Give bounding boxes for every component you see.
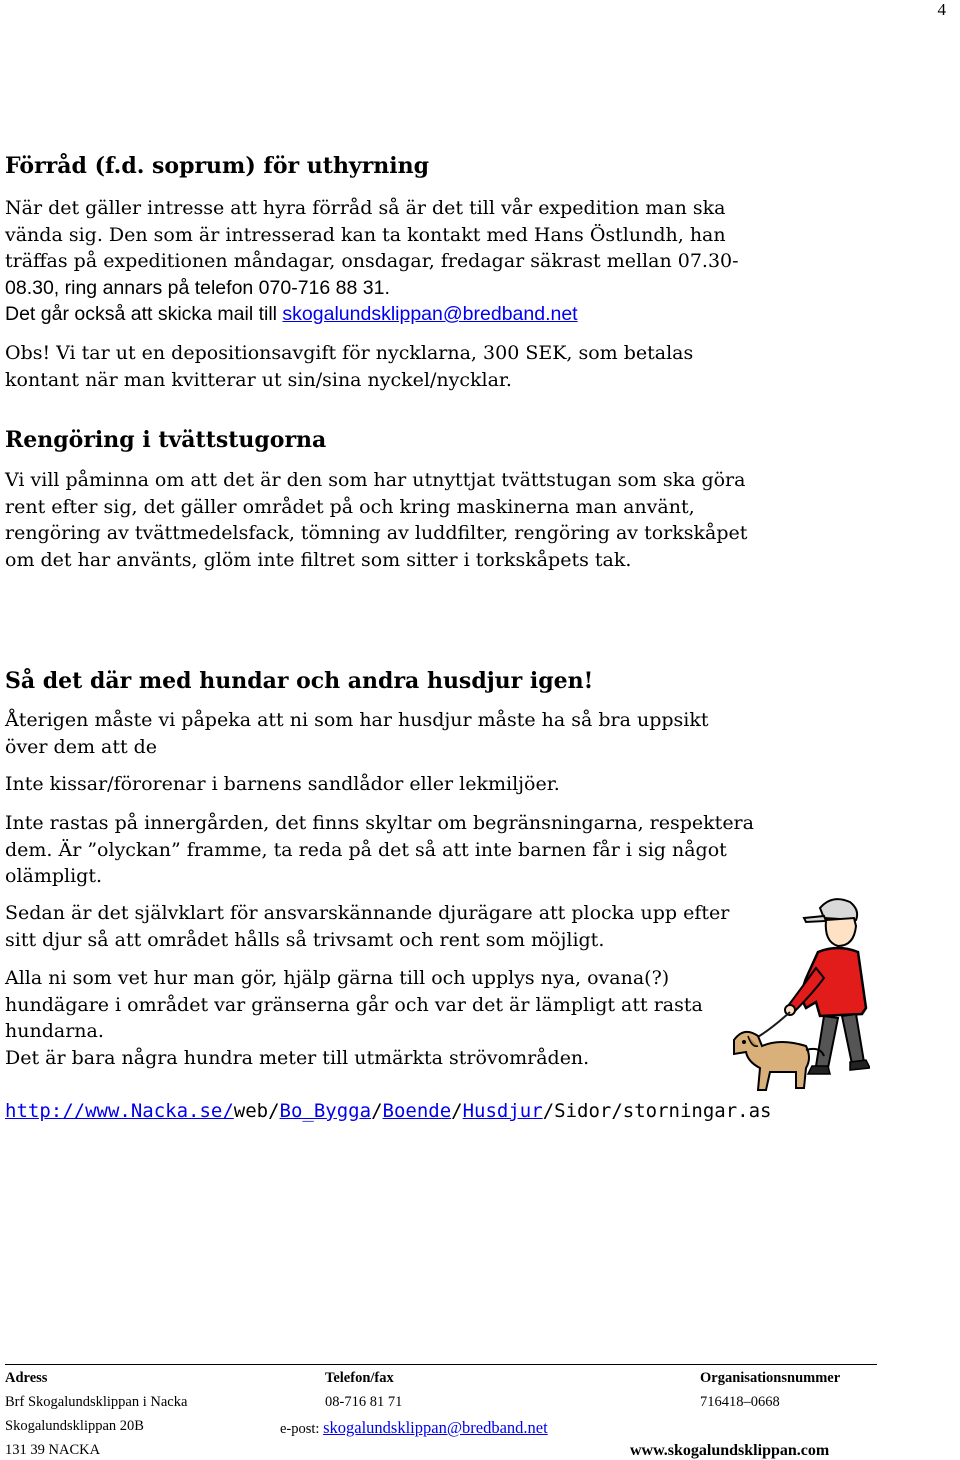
storage-line-2: vända sig. Den som är intresserad kan ta kontakt med Hans Östlundh, han — [5, 223, 726, 246]
pets-p4-line-1: Sedan är det självklart för ansvarskännande djurägare att plocka upp efter — [5, 902, 730, 924]
storage-email-link[interactable]: skogalundsklippan@bredband.net — [282, 303, 578, 325]
footer-address-line-1: Brf Skogalundsklippan i Nacka — [5, 1394, 188, 1410]
pets-paragraph-5 — [5, 965, 703, 1071]
url-link-nacka[interactable]: http://www.Nacka.se/ — [5, 1100, 234, 1122]
laundry-paragraph — [5, 467, 747, 573]
url-link-bo-bygga[interactable]: Bo_Bygga — [279, 1100, 372, 1122]
pets-paragraph-4 — [5, 900, 729, 953]
laundry-line-1: Vi vill påminna om att det är den som har utnyttjat tvättstugan som ska göra — [5, 469, 746, 491]
pets-p6: Det är bara några hundra meter till utmärkta strövområden. — [5, 1046, 590, 1069]
pets-p3-line-1: Inte rastas på innergården, det finns skyltar om begränsningarna, respektera — [5, 812, 754, 834]
laundry-line-3: rengöring av tvättmedelsfack, tömning av luddfilter, rengöring av torkskåpet — [5, 522, 748, 544]
pets-p5-line-2: hundägare i området var gränserna går och var det är lämpligt att rasta — [5, 993, 703, 1016]
pets-p1-line-2: över dem att de — [5, 735, 158, 758]
pets-heading: Så det där med hundar och andra husdjur igen! — [5, 668, 594, 694]
storage-mail-prefix: Det går också att skicka mail till — [5, 303, 283, 325]
pets-p3-line-3: olämpligt. — [5, 865, 103, 887]
url-separator-1: / — [371, 1100, 383, 1122]
storage-line-5 — [5, 301, 739, 328]
footer-orgnr-header: Organisationsnummer — [700, 1370, 841, 1386]
pets-p3-line-2: dem. Är ”olyckan” framme, ta reda på det så att inte barnen får i sig något — [5, 838, 727, 861]
pets-p5-line-3: hundarna. — [5, 1020, 104, 1042]
storage-heading: Förråd (f.d. soprum) för uthyrning — [5, 153, 430, 179]
footer-phone-header: Telefon/fax — [325, 1370, 394, 1386]
laundry-line-2: rent efter sig, det gäller området på och kring maskinerna man använt, — [5, 495, 695, 518]
storage-line-1: När det gäller intresse att hyra förråd så är det till vår expedition man ska — [5, 197, 726, 219]
storage-line-3: träffas på expeditionen måndagar, onsdagar, fredagar säkrast mellan 07.30- — [5, 250, 739, 272]
laundry-heading: Rengöring i tvättstugorna — [5, 427, 327, 453]
page-number: 4 — [937, 0, 946, 19]
footer-address-header: Adress — [5, 1370, 48, 1386]
footer-address-line-3: 131 39 NACKA — [5, 1442, 101, 1458]
footer-orgnr: 716418–0668 — [700, 1394, 780, 1410]
person-walking-dog-icon — [720, 890, 870, 1100]
pets-p4-line-2: sitt djur så att området hålls så trivsamt och rent som möjligt. — [5, 928, 605, 951]
pets-paragraph-3 — [5, 810, 754, 890]
url-link-husdjur[interactable]: Husdjur — [462, 1100, 543, 1122]
nacka-url — [5, 1100, 771, 1122]
footer-address-line-2: Skogalundsklippan 20B — [5, 1418, 144, 1434]
footer-rule — [5, 1364, 877, 1365]
footer-phone: 08-716 81 71 — [325, 1394, 403, 1410]
footer-email-row — [280, 1418, 548, 1438]
footer-website[interactable]: www.skogalundsklippan.com — [630, 1442, 830, 1459]
pets-paragraph-2: Inte kissar/förorenar i barnens sandlådor eller lekmiljöer. — [5, 773, 560, 795]
laundry-line-4: om det har använts, glöm inte filtret som sitter i torkskåpets tak. — [5, 548, 632, 571]
obs-line-1: Obs! Vi tar ut en depositionsavgift för nycklarna, 300 SEK, som betalas — [5, 342, 694, 364]
storage-paragraph — [5, 195, 739, 328]
url-separator-2: / — [451, 1100, 463, 1122]
pets-p1-line-1: Återigen måste vi påpeka att ni som har husdjur måste ha så bra uppsikt — [5, 709, 709, 731]
url-plain-web: web/ — [233, 1100, 280, 1122]
storage-line-4: 08.30, ring annars på telefon 070-716 88 31. — [5, 276, 390, 299]
url-link-boende[interactable]: Boende — [382, 1100, 452, 1122]
footer-email-link[interactable]: skogalundsklippan@bredband.net — [323, 1418, 548, 1437]
footer-email-label: e-post: — [280, 1421, 324, 1437]
url-plain-tail: /Sidor/storningar.as — [542, 1100, 772, 1122]
pets-paragraph-1 — [5, 707, 709, 760]
pets-p5-line-1: Alla ni som vet hur man gör, hjälp gärna till och upplys nya, ovana(?) — [5, 967, 670, 989]
obs-paragraph — [5, 340, 693, 393]
obs-line-2: kontant när man kvitterar ut sin/sina nyckel/nycklar. — [5, 368, 512, 391]
